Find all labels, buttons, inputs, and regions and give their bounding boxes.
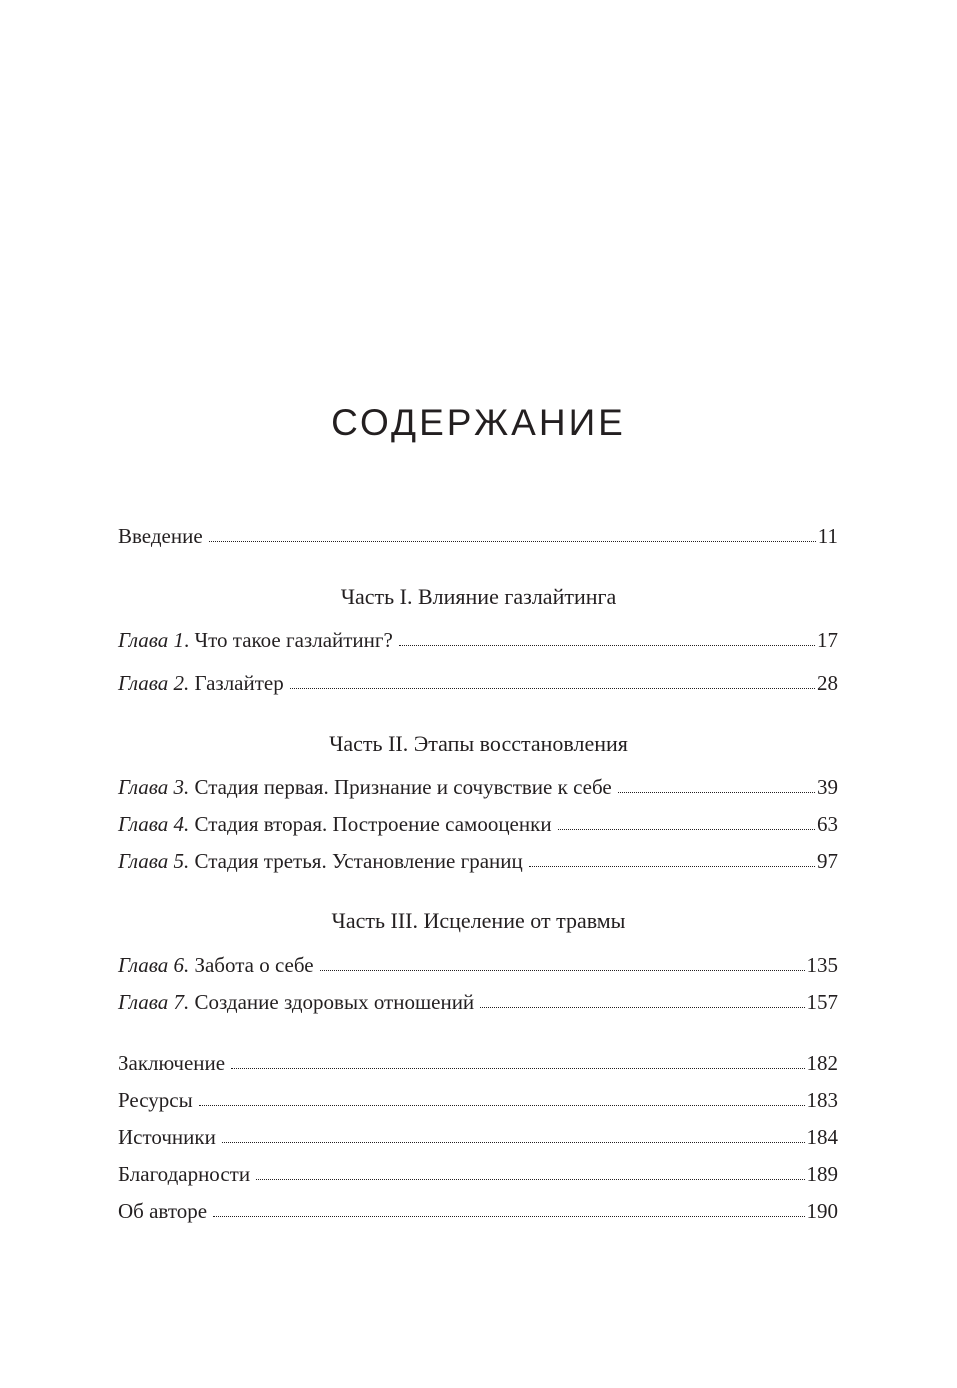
toc-entry-label: Об авторе [118, 1199, 208, 1223]
dot-leader [256, 1179, 804, 1180]
dot-leader [222, 1142, 805, 1143]
chapter-title: Стадия третья. Установление границ [189, 849, 523, 873]
toc-entry-chapter-6[interactable] [118, 950, 838, 980]
toc-entry-resources[interactable] [118, 1085, 838, 1115]
toc-entry-chapter-2[interactable] [118, 668, 838, 698]
toc-entry-label [118, 809, 552, 839]
part-heading-2: Часть II. Этапы восстановления [329, 731, 628, 756]
toc-page-number: 135 [806, 953, 838, 977]
chapter-prefix: Глава 1 [118, 628, 184, 652]
page-title: СОДЕРЖАНИЕ [331, 402, 626, 443]
toc-entry-chapter-1[interactable] [118, 625, 838, 655]
toc-entry-label: Введение [118, 524, 203, 548]
toc-entry-acknowledgements[interactable] [118, 1159, 838, 1189]
toc-page-number: 189 [806, 1162, 838, 1186]
toc-page-number: 190 [806, 1199, 838, 1223]
chapter-prefix: Глава 5. [118, 849, 190, 873]
dot-leader [231, 1068, 804, 1069]
dot-leader [558, 829, 815, 830]
toc-entry-about-author[interactable] [118, 1196, 838, 1226]
chapter-prefix: Глава 4. [118, 812, 190, 836]
toc-entry-intro[interactable] [118, 521, 838, 551]
toc-entry-label [118, 772, 612, 802]
dot-leader [480, 1007, 804, 1008]
chapter-prefix: Глава 6. [118, 953, 190, 977]
dot-leader [209, 541, 816, 542]
part-heading-1: Часть I. Влияние газлайтинга [340, 584, 617, 609]
chapter-prefix: Глава 7. [118, 990, 190, 1014]
chapter-prefix: Глава 2. [118, 671, 190, 695]
dot-leader [399, 645, 815, 646]
dot-leader [213, 1216, 804, 1217]
toc-entry-chapter-4[interactable] [118, 809, 838, 839]
dot-leader [320, 970, 805, 971]
chapter-title: Создание здоровых отношений [189, 990, 475, 1014]
chapter-title: Газлайтер [189, 671, 284, 695]
dot-leader [618, 792, 815, 793]
toc-entry-label [118, 625, 393, 655]
dot-leader [290, 688, 815, 689]
toc-entry-chapter-7[interactable] [118, 987, 838, 1017]
toc-entry-label [118, 950, 314, 980]
toc-page-number: 184 [806, 1125, 838, 1149]
toc-entry-conclusion[interactable] [118, 1048, 838, 1078]
toc-page-number: 17 [817, 628, 838, 652]
toc-page-number: 28 [817, 671, 838, 695]
toc-entry-label [118, 846, 523, 876]
toc-entry-chapter-5[interactable] [118, 846, 838, 876]
chapter-title: Забота о себе [189, 953, 314, 977]
toc-entry-chapter-3[interactable] [118, 772, 838, 802]
toc-entry-label [118, 668, 284, 698]
toc-entry-label: Заключение [118, 1051, 226, 1075]
dot-leader [199, 1105, 805, 1106]
toc-page-number: 39 [817, 775, 838, 799]
dot-leader [529, 866, 815, 867]
part-heading-3: Часть III. Исцеление от травмы [331, 908, 626, 933]
toc-page-number: 97 [817, 849, 838, 873]
toc-entry-label: Источники [118, 1125, 216, 1149]
toc-entry-sources[interactable] [118, 1122, 838, 1152]
chapter-title: . Что такое газлайтинг? [183, 628, 393, 652]
toc-page-number: 63 [817, 812, 838, 836]
toc-entry-label: Благодарности [118, 1162, 251, 1186]
chapter-title: Стадия первая. Признание и сочувствие к себе [189, 775, 612, 799]
toc-entry-label: Ресурсы [118, 1088, 193, 1112]
toc-page-number: 157 [806, 990, 838, 1014]
toc-entry-label [118, 987, 474, 1017]
toc-page-number: 183 [806, 1088, 838, 1112]
toc-page-number: 182 [806, 1051, 838, 1075]
chapter-title: Стадия вторая. Построение самооценки [189, 812, 552, 836]
chapter-prefix: Глава 3. [118, 775, 190, 799]
toc-page-number: 11 [817, 524, 838, 548]
